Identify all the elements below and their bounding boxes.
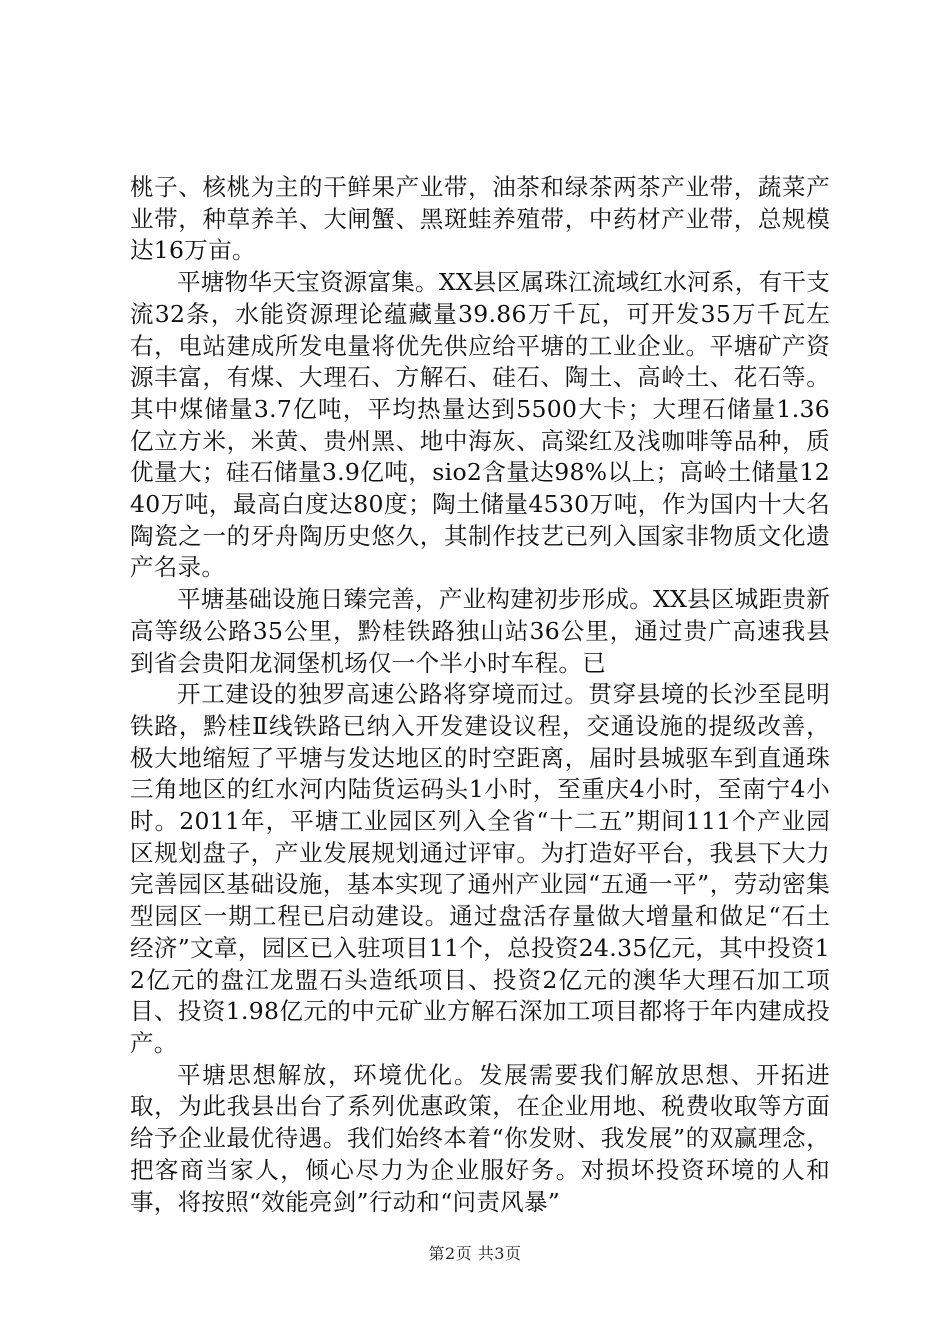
paragraph-5: 平塘思想解放，环境优化。发展需要我们解放思想、开拓进取，为此我县出台了系列优惠政策，在企业用地、税费收取等方面给予企业最优待遇。我们始终本着“你发财、我发展”的双赢理念，把客商当家人，倾心尽力为企业服好务。对损坏投资环境的人和事，将按照“效能亮剑”行动和“问责风暴”	[130, 1060, 830, 1216]
paragraph-3: 平塘基础设施日臻完善，产业构建初步形成。XX县区城距贵新高等级公路35公里，黔桂铁路独山站36公里，通过贵广高速我县到省会贵阳龙洞堡机场仅一个半小时车程。已	[130, 585, 830, 677]
paragraph-4: 开工建设的独罗高速公路将穿境而过。贯穿县境的长沙至昆明铁路，黔桂Ⅱ线铁路已纳入开发建设议程，交通设施的提级改善，极大地缩短了平塘与发达地区的时空距离，届时县城驱车到直通珠三角地区的红水河内陆货运码头1小时，至重庆4小时，至南宁4小时。2011年，平塘工业园区列入全省“十二五”期间111个产业园区规划盘子，产业发展规划通过评审。为打造好平台，我县下大力完善园区基础设施，基本实现了通州产业园“五通一平”，劳动密集型园区一期工程已启动建设。通过盘活存量做大增量和做足“石土经济”文章，园区已入驻项目11个，总投资24.35亿元，其中投资12亿元的盘江龙盟石头造纸项目、投资2亿元的澳华大理石加工项目、投资1.98亿元的中元矿业方解石深加工项目都将于年内建成投产。	[130, 680, 830, 1057]
page-number-footer: 第2页 共3页	[428, 1244, 522, 1263]
document-body	[130, 172, 830, 1218]
paragraph-1: 桃子、核桃为主的干鲜果产业带，油茶和绿茶两茶产业带，蔬菜产业带，种草养羊、大闸蟹、黑斑蛙养殖带，中药材产业带，总规模达16万亩。	[130, 173, 830, 265]
paragraph-2: 平塘物华天宝资源富集。XX县区属珠江流域红水河系，有干支流32条，水能资源理论蕴藏量39.86万千瓦，可开发35万千瓦左右，电站建成所发电量将优先供应给平塘的工业企业。平塘矿产资源丰富，有煤、大理石、方解石、硅石、陶土、高岭土、花石等。其中煤储量3.7亿吨，平均热量达到5500大卡；大理石储量1.36亿立方米，米黄、贵州黑、地中海灰、高粱红及浅咖啡等品种，质优量大；硅石储量3.9亿吨，sio2含量达98%以上；高岭土储量1240万吨，最高白度达80度；陶土储量4530万吨，作为国内十大名陶瓷之一的牙舟陶历史悠久，其制作技艺已列入国家非物质文化遗产名录。	[130, 268, 830, 582]
